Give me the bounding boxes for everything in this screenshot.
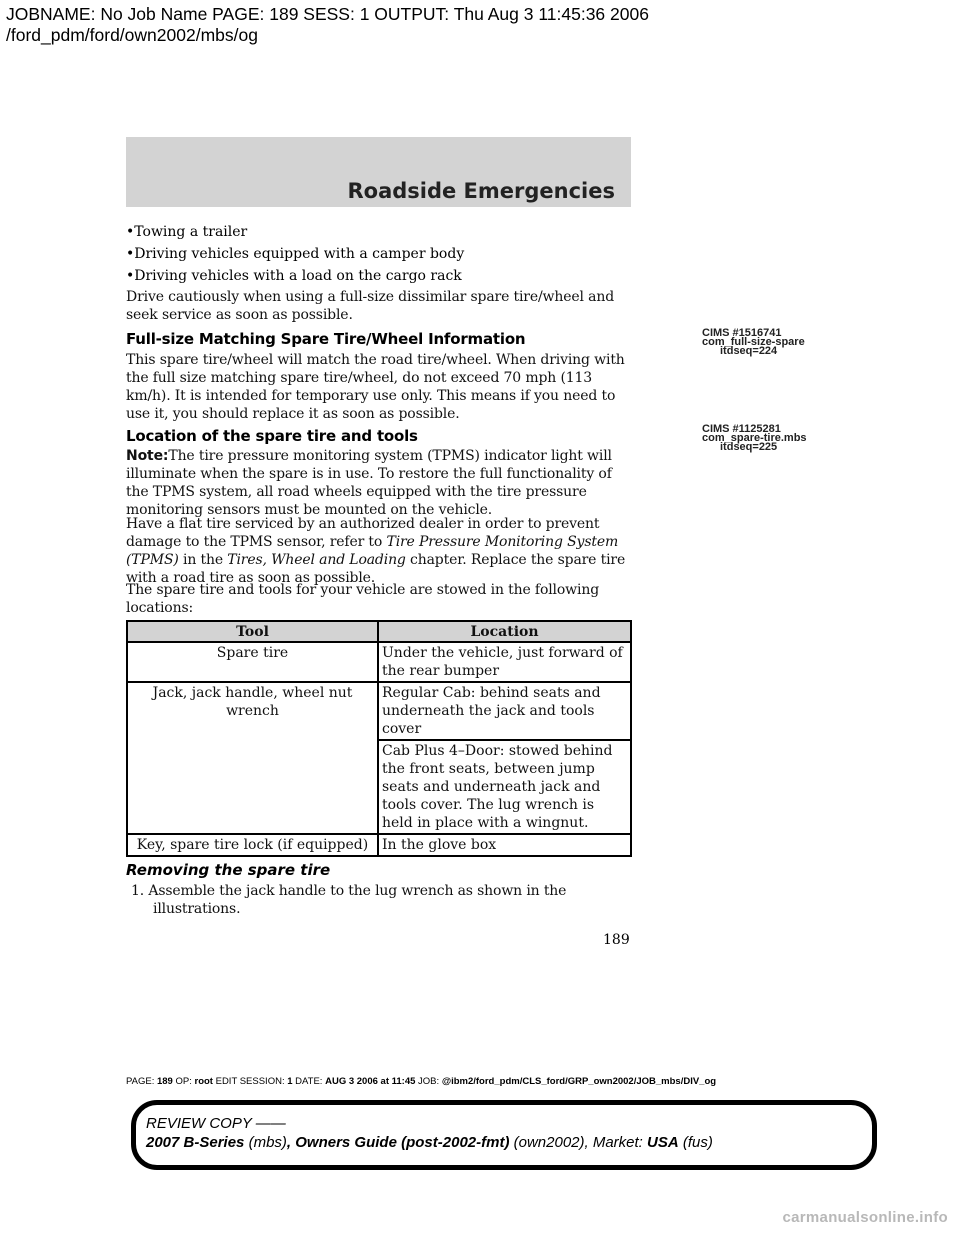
- review-model-code: (mbs): [244, 1134, 287, 1151]
- cims-tag-2-name: com_spare-tire.mbs: [702, 432, 807, 444]
- list-item: [126, 267, 462, 285]
- review-guide: Owners Guide (post-2002-fmt): [295, 1134, 510, 1151]
- table-cell-location: Regular Cab: behind seats and underneath the jack and tools cover: [378, 682, 631, 740]
- paragraph-dissimilar: Drive cautiously when using a full-size dissimilar spare tire/wheel and seek service as soon as possible.: [126, 289, 615, 323]
- footer-op-value: root: [194, 1076, 213, 1087]
- table-row: [127, 682, 631, 740]
- section-header-band: [126, 137, 631, 207]
- list-item: [126, 245, 464, 263]
- flat-tire-text-2: in the: [178, 552, 228, 568]
- review-copy-text: [146, 1114, 713, 1152]
- step-1-number: 1.: [131, 883, 145, 899]
- cims-tag-1: [702, 329, 805, 356]
- note-label: Note:: [126, 448, 169, 464]
- bullet-icon: •: [126, 246, 135, 262]
- watermark: carmanualsonline.info: [782, 1209, 948, 1226]
- section-title: Roadside Emergencies: [347, 179, 615, 203]
- job-footer: [126, 1076, 716, 1087]
- review-copy-label: REVIEW COPY ——: [146, 1115, 286, 1132]
- page-number: 189: [603, 932, 630, 948]
- footer-job-label: JOB:: [415, 1076, 442, 1087]
- table-cell-location: Cab Plus 4–Door: stowed behind the front seats, between jump seats and underneath jack and tools cover. The lug wrench is held in place with a wingnut.: [378, 740, 631, 834]
- tpms-reference: Tire Pressure Monitoring System (TPMS): [126, 534, 619, 568]
- tools-location-table: [126, 620, 632, 857]
- review-guide-code: (own2002): [509, 1134, 585, 1151]
- table-row: [127, 834, 631, 856]
- footer-session-value: 1: [287, 1076, 293, 1087]
- review-copy-box: [131, 1100, 877, 1170]
- cims-tag-1-id: CIMS #1516741: [702, 327, 782, 339]
- table-row: [127, 642, 631, 682]
- cims-tag-2-seq: itdseq=225: [720, 441, 778, 453]
- table-cell-tool: Jack, jack handle, wheel nut wrench: [127, 682, 378, 834]
- footer-job-value: @ibm2/ford_pdm/CLS_ford/GRP_own2002/JOB_mbs/DIV_og: [441, 1076, 717, 1087]
- table-cell-location: Under the vehicle, just forward of the rear bumper: [378, 642, 631, 682]
- footer-op-label: OP:: [172, 1076, 195, 1087]
- bullet-text: Driving vehicles with a load on the cargo rack: [134, 268, 462, 284]
- paragraph-matching-spare: This spare tire/wheel will match the road tire/wheel. When driving with the full size matching spare tire/wheel, do not exceed 70 mph (113 km/h). It is intended for temporary use only. This means if you need to use it, you should replace it as soon as possible.: [126, 352, 625, 422]
- table-header-location: Location: [378, 621, 631, 642]
- chapter-reference: Tires, Wheel and Loading: [227, 552, 406, 568]
- footer-session-label: EDIT SESSION:: [212, 1076, 288, 1087]
- paragraph-flat-tire: [126, 515, 632, 587]
- list-item: [126, 223, 247, 241]
- step-1-text: Assemble the jack handle to the lug wrench as shown in the illustrations.: [148, 883, 567, 917]
- cims-tag-1-name: com_full-size-spare: [702, 336, 805, 348]
- heading-removing-spare: Removing the spare tire: [126, 861, 331, 879]
- job-header-line2: /ford_pdm/ford/own2002/mbs/og: [6, 25, 258, 45]
- review-market-code: (fus): [678, 1134, 713, 1151]
- footer-page-label: PAGE:: [126, 1076, 157, 1087]
- footer-page-value: 189: [156, 1076, 173, 1087]
- table-header-row: [127, 621, 631, 642]
- bullet-icon: •: [126, 268, 135, 284]
- table-cell-tool: Spare tire: [127, 642, 378, 682]
- cims-tag-1-seq: itdseq=224: [720, 345, 778, 357]
- cims-tag-2: [702, 425, 807, 452]
- bullet-text: Driving vehicles equipped with a camper body: [134, 246, 465, 262]
- flat-tire-text-1: Have a flat tire serviced by an authorized dealer in order to prevent damage to the TPMS sensor, refer to: [126, 516, 600, 550]
- heading-matching-spare: Full-size Matching Spare Tire/Wheel Information: [126, 330, 526, 348]
- review-market: USA: [647, 1134, 679, 1151]
- step-1: [131, 882, 623, 918]
- table-cell-tool: Key, spare tire lock (if equipped): [127, 834, 378, 856]
- paragraph-stowed: The spare tire and tools for your vehicle are stowed in the following locations:: [126, 582, 600, 616]
- review-model: 2007 B-Series: [146, 1134, 245, 1151]
- flat-tire-text-3: chapter. Replace the spare tire with a road tire as soon as possible.: [126, 552, 626, 586]
- bullet-icon: •: [126, 224, 135, 240]
- cims-tag-2-id: CIMS #1125281: [702, 423, 781, 435]
- footer-date-value: AUG 3 2006 at 11:45: [325, 1076, 416, 1087]
- review-copy-details: [146, 1133, 713, 1152]
- footer-date-label: DATE:: [292, 1076, 326, 1087]
- bullet-text: Towing a trailer: [134, 224, 248, 240]
- heading-spare-location: Location of the spare tire and tools: [126, 427, 418, 445]
- review-sep-1: ,: [286, 1134, 296, 1151]
- note-text: The tire pressure monitoring system (TPMS) indicator light will illuminate when the spare is in use. To restore the full functionality of the TPMS system, all road wheels equipped with the tire pressure monitoring sensors must be mounted on the vehicle.: [126, 448, 612, 518]
- table-cell-location: In the glove box: [378, 834, 631, 856]
- table-header-tool: Tool: [127, 621, 378, 642]
- job-header-line1: JOBNAME: No Job Name PAGE: 189 SESS: 1 OUTPUT: Thu Aug 3 11:45:36 2006: [6, 4, 649, 24]
- job-header: [6, 4, 649, 46]
- note-paragraph: [126, 447, 632, 519]
- review-sep-2: , Market:: [584, 1134, 648, 1151]
